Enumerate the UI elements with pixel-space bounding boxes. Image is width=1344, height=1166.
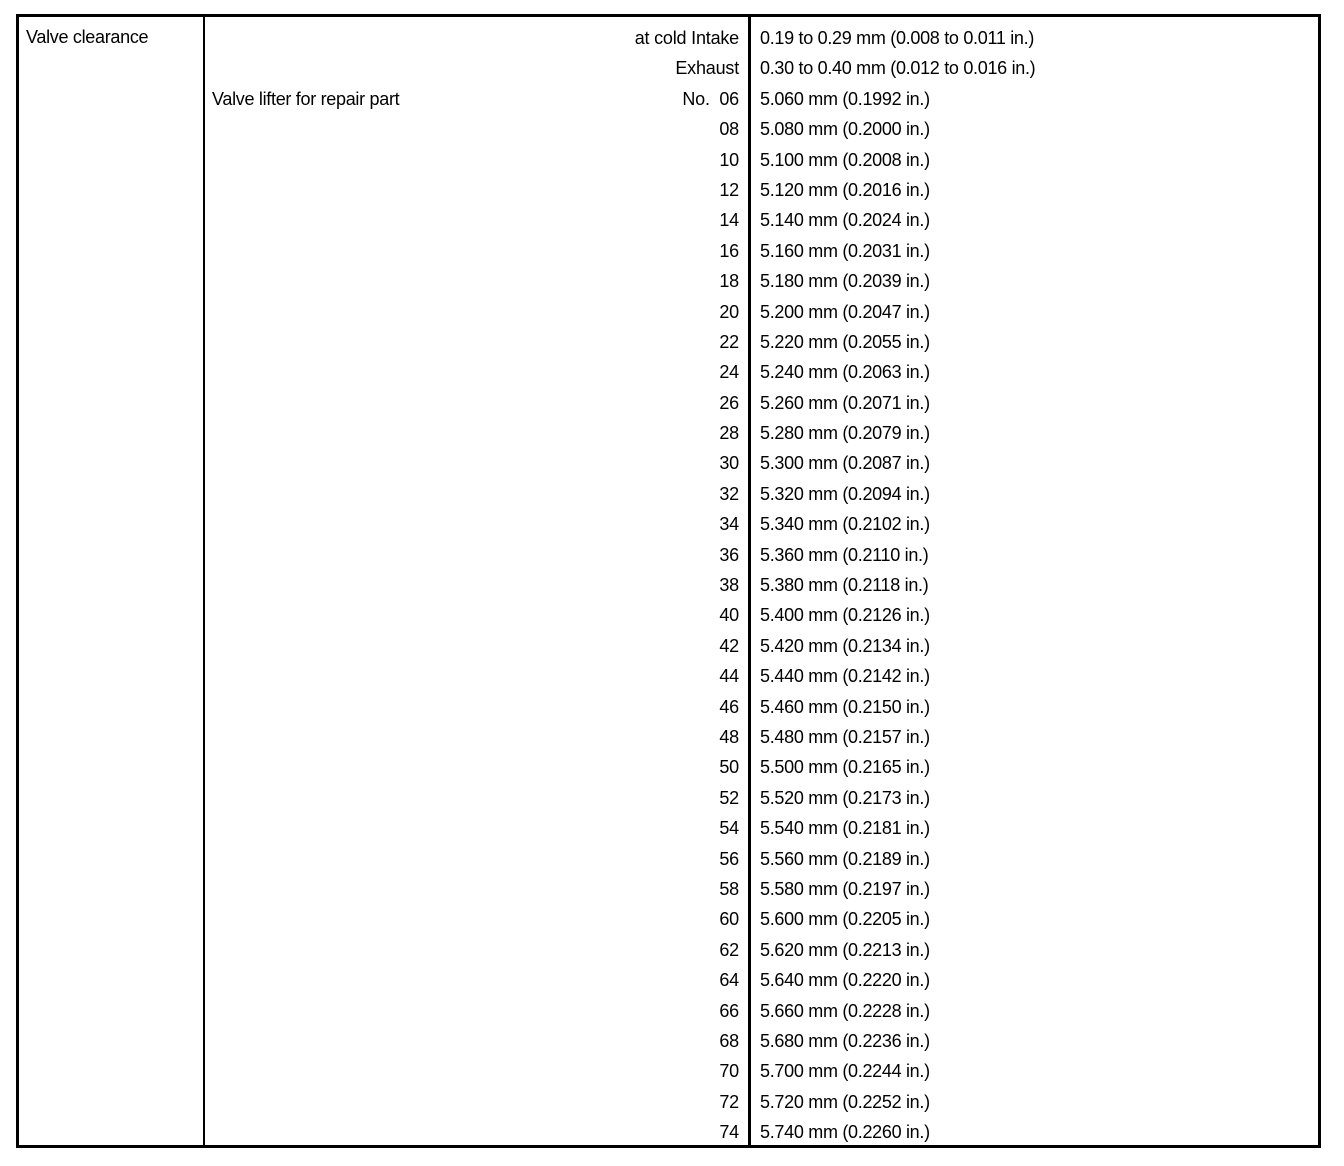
row-value: 0.30 to 0.40 mm (0.012 to 0.016 in.): [760, 58, 1036, 79]
table-row: [19, 845, 1318, 875]
row-value: 5.100 mm (0.2008 in.): [760, 149, 930, 170]
row-key: 14: [719, 210, 739, 231]
row-value: 5.080 mm (0.2000 in.): [760, 119, 930, 140]
row-key: 70: [719, 1061, 739, 1082]
row-value: 5.180 mm (0.2039 in.): [760, 271, 930, 292]
row-value: 5.280 mm (0.2079 in.): [760, 423, 930, 444]
table-row: [19, 905, 1318, 935]
row-key: 62: [719, 939, 739, 960]
row-value: 5.140 mm (0.2024 in.): [760, 210, 930, 231]
table-row: [19, 541, 1318, 571]
table-row: [19, 85, 1318, 115]
table-row: [19, 389, 1318, 419]
row-value: 5.680 mm (0.2236 in.): [760, 1030, 930, 1051]
table-row: [19, 328, 1318, 358]
table-row: [19, 601, 1318, 631]
row-key: 10: [719, 149, 739, 170]
row-key: 24: [719, 362, 739, 383]
row-key: No. 06: [682, 88, 739, 109]
row-key: 40: [719, 605, 739, 626]
row-value: 5.540 mm (0.2181 in.): [760, 818, 930, 839]
row-value: 5.400 mm (0.2126 in.): [760, 605, 930, 626]
table-row: [19, 997, 1318, 1027]
row-key: 38: [719, 575, 739, 596]
table-row: [19, 419, 1318, 449]
table-row: [19, 237, 1318, 267]
row-value: 5.160 mm (0.2031 in.): [760, 240, 930, 261]
row-value: 5.340 mm (0.2102 in.): [760, 514, 930, 535]
category-label: Valve clearance: [26, 27, 149, 47]
row-key: 56: [719, 848, 739, 869]
row-value: 5.580 mm (0.2197 in.): [760, 878, 930, 899]
row-key: 54: [719, 818, 739, 839]
row-value: 5.700 mm (0.2244 in.): [760, 1061, 930, 1082]
row-key: 22: [719, 331, 739, 352]
row-value: 5.600 mm (0.2205 in.): [760, 909, 930, 930]
row-key: 30: [719, 453, 739, 474]
table-row: [19, 358, 1318, 388]
table-row: [19, 176, 1318, 206]
row-value: 5.440 mm (0.2142 in.): [760, 666, 930, 687]
row-key: 74: [719, 1122, 739, 1143]
table-row: [19, 814, 1318, 844]
table-row: [19, 54, 1318, 84]
row-key: 58: [719, 878, 739, 899]
row-key: 18: [719, 271, 739, 292]
row-key: 66: [719, 1000, 739, 1021]
table-row: [19, 662, 1318, 692]
row-value: 5.380 mm (0.2118 in.): [760, 575, 929, 596]
table-row: [19, 298, 1318, 328]
row-value: 5.060 mm (0.1992 in.): [760, 88, 930, 109]
table-row: [19, 571, 1318, 601]
row-value: 5.320 mm (0.2094 in.): [760, 483, 930, 504]
table-row: [19, 24, 1318, 54]
row-key: 34: [719, 514, 739, 535]
row-value: 5.460 mm (0.2150 in.): [760, 696, 930, 717]
row-value: 5.520 mm (0.2173 in.): [760, 787, 930, 808]
row-value: 5.300 mm (0.2087 in.): [760, 453, 930, 474]
table-row: [19, 206, 1318, 236]
table-row: [19, 693, 1318, 723]
table-row: [19, 1118, 1318, 1148]
row-value: 5.500 mm (0.2165 in.): [760, 757, 930, 778]
row-value: 5.260 mm (0.2071 in.): [760, 392, 930, 413]
row-value: 5.560 mm (0.2189 in.): [760, 848, 930, 869]
row-key: 16: [719, 240, 739, 261]
row-value: 5.740 mm (0.2260 in.): [760, 1122, 930, 1143]
row-value: 5.200 mm (0.2047 in.): [760, 301, 930, 322]
row-value: 5.360 mm (0.2110 in.): [760, 544, 929, 565]
table-row: [19, 632, 1318, 662]
row-key: Exhaust: [675, 58, 739, 79]
table-row: [19, 115, 1318, 145]
row-key: 52: [719, 787, 739, 808]
table-row: [19, 784, 1318, 814]
table-row: [19, 753, 1318, 783]
table-row: [19, 936, 1318, 966]
row-key: 12: [719, 179, 739, 200]
row-key: 44: [719, 666, 739, 687]
row-key: 60: [719, 909, 739, 930]
row-key: 48: [719, 726, 739, 747]
table-row: [19, 966, 1318, 996]
row-value: 5.220 mm (0.2055 in.): [760, 331, 930, 352]
row-value: 5.240 mm (0.2063 in.): [760, 362, 930, 383]
table-row: [19, 1027, 1318, 1057]
row-key: 28: [719, 423, 739, 444]
row-key: 46: [719, 696, 739, 717]
row-value: 5.120 mm (0.2016 in.): [760, 179, 930, 200]
table-row: [19, 510, 1318, 540]
sub-category-label: Valve lifter for repair part: [212, 89, 400, 109]
table-row: [19, 449, 1318, 479]
row-key: 42: [719, 635, 739, 656]
table-row: [19, 267, 1318, 297]
row-value: 0.19 to 0.29 mm (0.008 to 0.011 in.): [760, 28, 1035, 48]
row-key: at cold Intake: [634, 28, 739, 48]
table-row: [19, 723, 1318, 753]
row-key: 20: [719, 301, 739, 322]
valve-clearance-spec-table: [16, 14, 1321, 1148]
row-key: 32: [719, 483, 739, 504]
table-row: [19, 875, 1318, 905]
row-key: 72: [719, 1091, 739, 1112]
row-value: 5.480 mm (0.2157 in.): [760, 726, 930, 747]
row-key: 08: [719, 119, 739, 140]
table-row: [19, 146, 1318, 176]
row-key: 64: [719, 970, 739, 991]
spec-rows: [19, 24, 1318, 1148]
row-value: 5.720 mm (0.2252 in.): [760, 1091, 930, 1112]
table-row: [19, 480, 1318, 510]
row-key: 36: [719, 544, 739, 565]
row-value: 5.640 mm (0.2220 in.): [760, 970, 930, 991]
table-row: [19, 1088, 1318, 1118]
row-value: 5.420 mm (0.2134 in.): [760, 635, 930, 656]
row-value: 5.660 mm (0.2228 in.): [760, 1000, 930, 1021]
row-value: 5.620 mm (0.2213 in.): [760, 939, 930, 960]
row-key: 68: [719, 1030, 739, 1051]
table-row: [19, 1057, 1318, 1087]
row-key: 26: [719, 392, 739, 413]
row-key: 50: [719, 757, 739, 778]
